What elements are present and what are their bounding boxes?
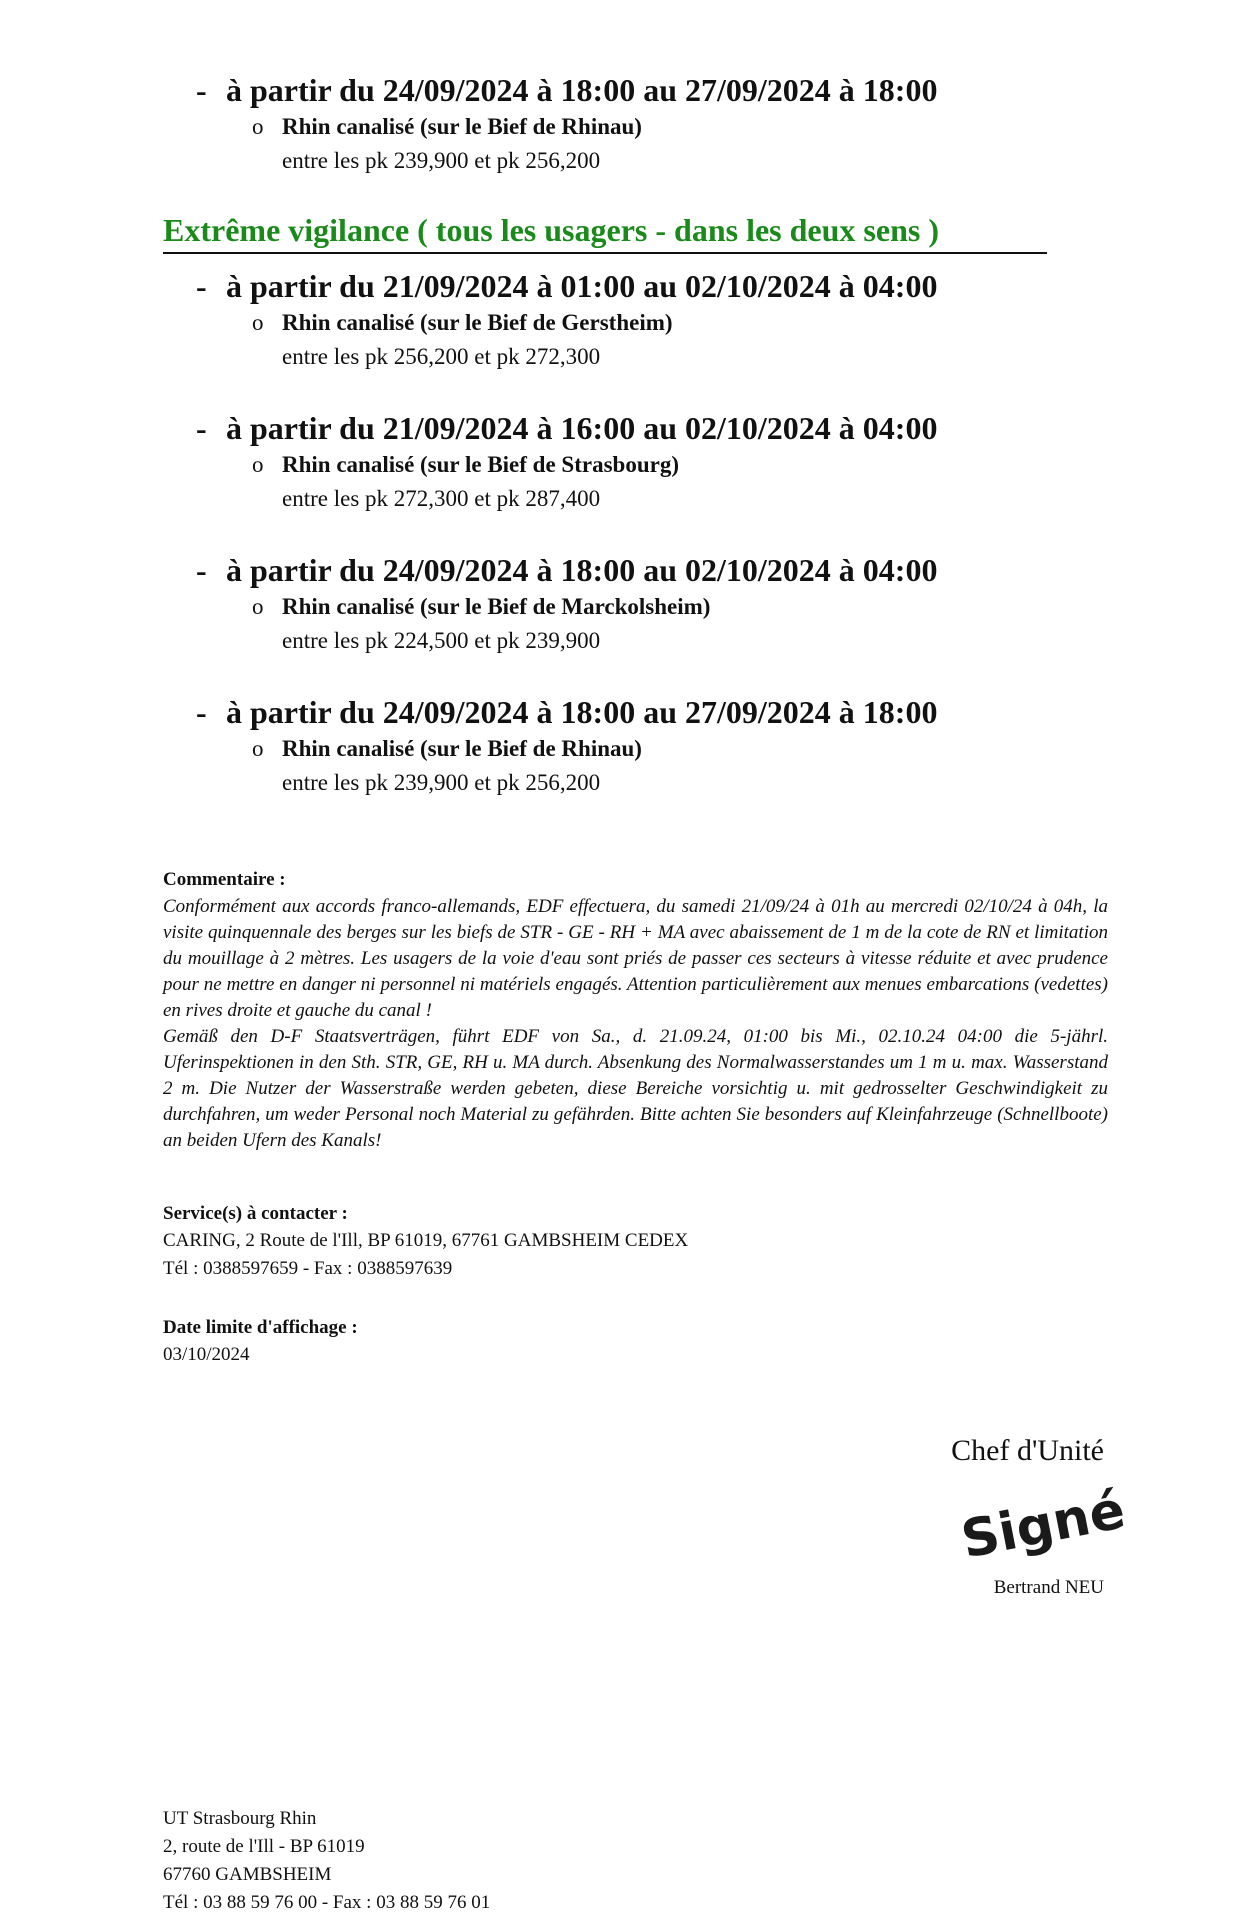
footer-line: Tél : 03 88 59 76 00 - Fax : 03 88 59 76 01 <box>163 1892 491 1913</box>
pk-range: entre les pk 239,900 et pk 256,200 <box>282 148 601 173</box>
pk-range: entre les pk 256,200 et pk 272,300 <box>282 344 601 369</box>
dash-bullet: - <box>196 552 207 588</box>
contact-address: CARING, 2 Route de l'Ill, BP 61019, 67761 GAMBSHEIM CEDEX <box>163 1230 689 1251</box>
sub-bullet: o <box>252 310 264 335</box>
comment-text-fr: Conformément aux accords franco-allemands, EDF effectuera, du samedi 21/09/24 à 01h au mercredi 02/10/24 à 04h, la visite quinquennale des berges sur les biefs de STR - GE - RH + MA avec abaissement de 1 m de la cote de RN et limitation du mouillage à 2 mètres. Les usagers de la voie d'eau sont priés de passer ces secteurs à vitesse réduite et avec prudence pour ne mettre en danger ni personnel ni matériels engagés. Attention particulièrement aux menues embarcations (vedettes) en rives droite et gauche du canal ! <box>163 896 1108 1021</box>
comment-label: Commentaire : <box>163 869 286 890</box>
dash-bullet: - <box>196 268 207 304</box>
contact-phone: Tél : 0388597659 - Fax : 0388597639 <box>163 1258 453 1279</box>
footer-line: UT Strasbourg Rhin <box>163 1808 317 1829</box>
dash-bullet: - <box>196 410 207 446</box>
section-name: o Rhin canalisé (sur le Bief de Rhinau) <box>252 736 642 761</box>
signature-stamp <box>955 1478 1130 1571</box>
signer-title: Chef d'Unité <box>951 1434 1104 1467</box>
pk-range: entre les pk 272,300 et pk 287,400 <box>282 486 601 511</box>
vigilance-title: Extrême vigilance ( tous les usagers - dans les deux sens ) <box>163 212 939 248</box>
signature-stamp-text: Signé <box>956 1480 1130 1571</box>
deadline-label: Date limite d'affichage : <box>163 1317 358 1338</box>
dash-bullet: - <box>196 694 207 730</box>
section-name: o Rhin canalisé (sur le Bief de Strasbourg) <box>252 452 679 477</box>
contact-label: Service(s) à contacter : <box>163 1203 348 1224</box>
section-name: o Rhin canalisé (sur le Bief de Gerstheim) <box>252 310 673 335</box>
footer-line: 67760 GAMBSHEIM <box>163 1864 332 1885</box>
deadline-date: 03/10/2024 <box>163 1344 250 1365</box>
sub-bullet: o <box>252 736 264 761</box>
dash-bullet: - <box>196 72 207 108</box>
sub-bullet: o <box>252 452 264 477</box>
footer-line: 2, route de l'Ill - BP 61019 <box>163 1836 365 1857</box>
period-heading: - à partir du 24/09/2024 à 18:00 au 02/10/2024 à 04:00 <box>196 552 938 588</box>
sub-bullet: o <box>252 594 264 619</box>
sub-bullet: o <box>252 114 264 139</box>
period-heading: - à partir du 21/09/2024 à 01:00 au 02/10/2024 à 04:00 <box>196 268 938 304</box>
section-name: o Rhin canalisé (sur le Bief de Rhinau) <box>252 114 642 139</box>
section-name: o Rhin canalisé (sur le Bief de Marckolsheim) <box>252 594 711 619</box>
signer-name: Bertrand NEU <box>993 1577 1104 1598</box>
comment-text-de: Gemäß den D-F Staatsverträgen, führt EDF von Sa., d. 21.09.24, 01:00 bis Mi., 02.10.24 04:00 die 5-jährl. Uferinspektionen in den Sth. STR, GE, RH u. MA durch. Absenkung des Normalwasserstandes um 1 m u. max. Wasserstand 2 m. Die Nutzer der Wasserstraße werden gebeten, diese Bereiche vorsichtig u. mit gedrosselter Geschwindigkeit zu durchfahren, um weder Personal noch Material zu gefährden. Bitte achten Sie besonders auf Kleinfahrzeuge (Schnellboote) an beiden Ufern des Kanals! <box>163 1026 1108 1151</box>
period-heading: - à partir du 24/09/2024 à 18:00 au 27/09/2024 à 18:00 <box>196 72 938 108</box>
pk-range: entre les pk 224,500 et pk 239,900 <box>282 628 601 653</box>
period-heading: - à partir du 24/09/2024 à 18:00 au 27/09/2024 à 18:00 <box>196 694 938 730</box>
vigilance-underline <box>163 252 1047 254</box>
pk-range: entre les pk 239,900 et pk 256,200 <box>282 770 601 795</box>
period-heading: - à partir du 21/09/2024 à 16:00 au 02/10/2024 à 04:00 <box>196 410 938 446</box>
